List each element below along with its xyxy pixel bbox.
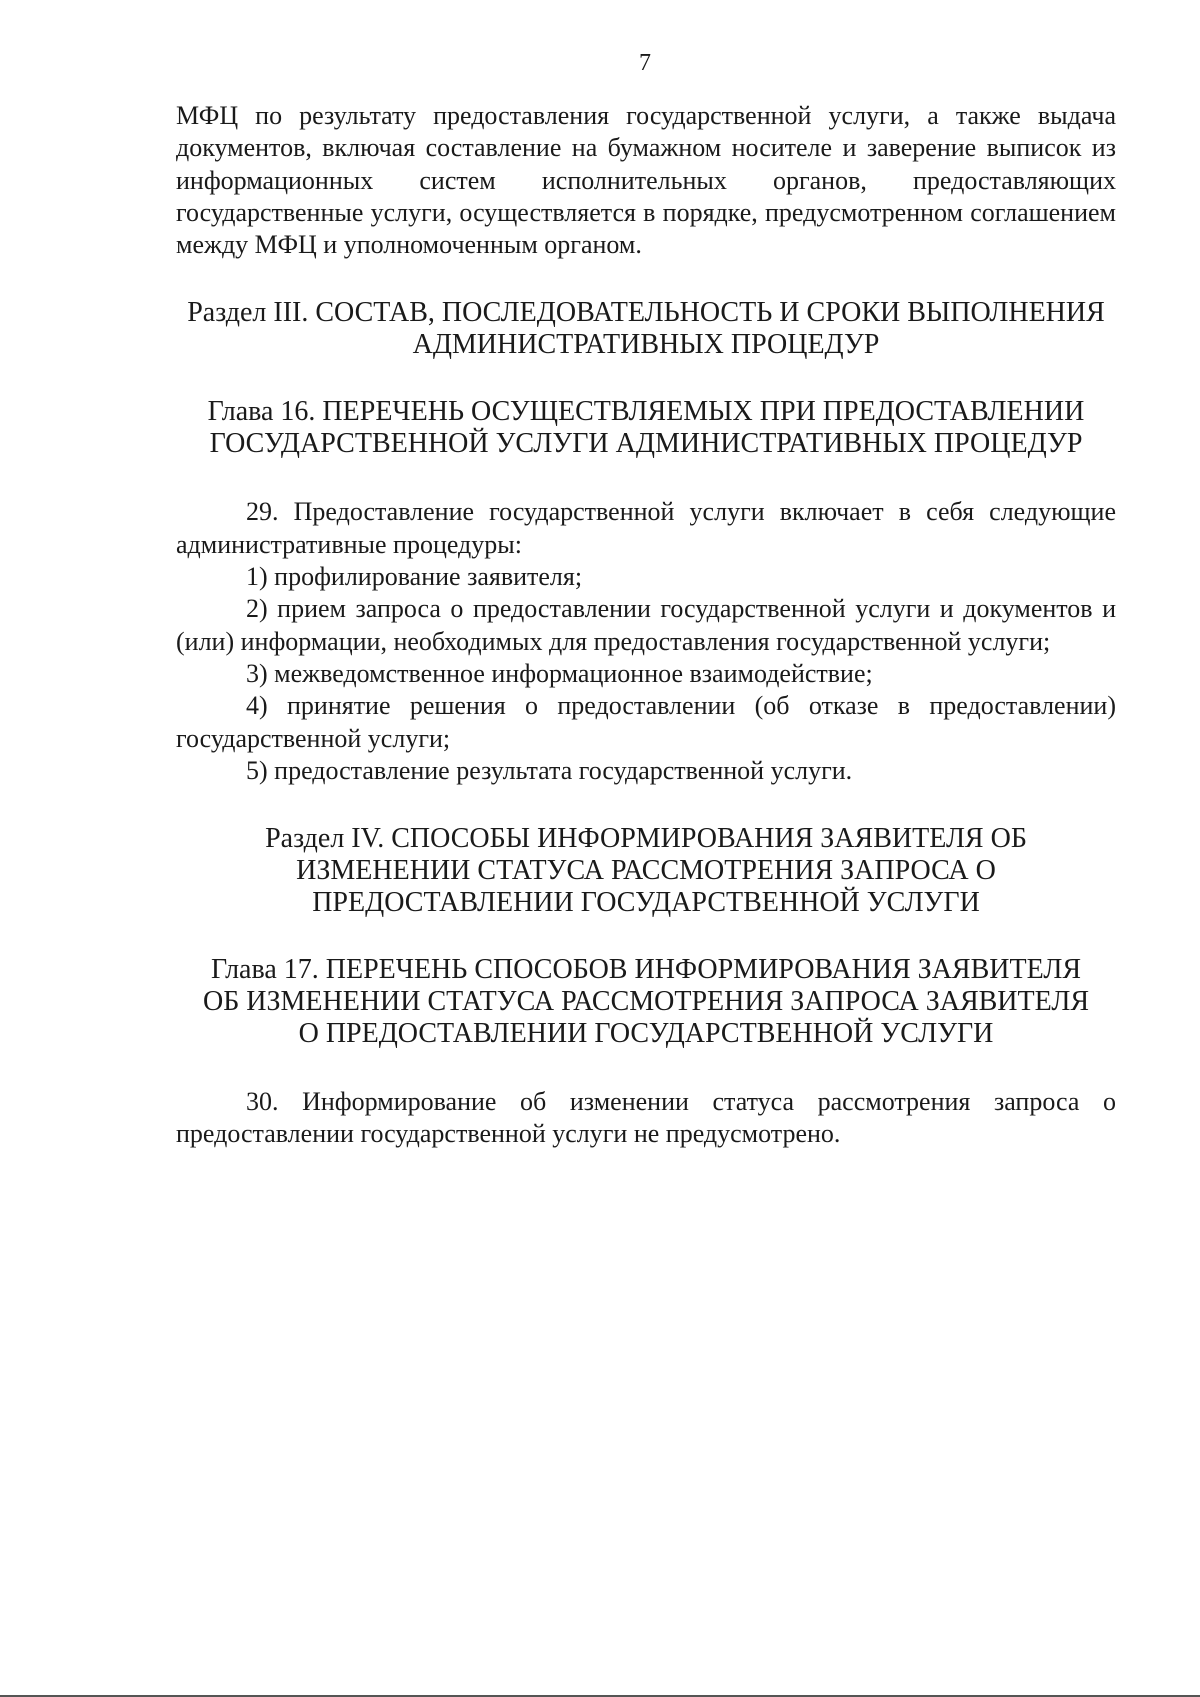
spacer (176, 361, 1116, 396)
procedure-item-1: 1) профилирование заявителя; (246, 562, 583, 592)
spacer (176, 1050, 1116, 1086)
section-4-heading (176, 823, 1116, 919)
chapter-16-title-line-1: Глава 16. ПЕРЕЧЕНЬ ОСУЩЕСТВЛЯЕМЫХ ПРИ ПРЕДОСТАВЛЕНИИ (207, 396, 1085, 428)
section-4-title-line-2: ИЗМЕНЕНИИ СТАТУСА РАССМОТРЕНИЯ ЗАПРОСА О (296, 855, 996, 887)
section-3-title-line-1: Раздел III. СОСТАВ, ПОСЛЕДОВАТЕЛЬНОСТЬ И СРОКИ ВЫПОЛНЕНИЯ (187, 297, 1105, 329)
procedure-item-2: 2) прием запроса о предоставлении государственной услуги и документов и (или) информации, необходимых для предоставления государственной услуги; (176, 594, 1116, 656)
section-3-title-line-2: АДМИНИСТРАТИВНЫХ ПРОЦЕДУР (412, 329, 880, 361)
document-body (176, 100, 1116, 1151)
procedure-item-4: 4) принятие решения о предоставлении (об отказе в предоставлении) государственной услуги; (176, 691, 1116, 753)
chapter-17-title-line-3: О ПРЕДОСТАВЛЕНИИ ГОСУДАРСТВЕННОЙ УСЛУГИ (298, 1018, 994, 1050)
procedure-item-5: 5) предоставление результата государственной услуги. (246, 755, 853, 785)
item-29-paragraph: 29. Предоставление государственной услуги включает в себя следующие административные процедуры: (176, 497, 1116, 559)
chapter-17-title-line-2: ОБ ИЗМЕНЕНИИ СТАТУСА РАССМОТРЕНИЯ ЗАПРОСА ЗАЯВИТЕЛЯ (202, 986, 1090, 1018)
page-number: 7 (639, 50, 651, 76)
spacer (176, 460, 1116, 496)
intro-paragraph: МФЦ по результату предоставления государственной услуги, а также выдача документов, включая составление на бумажном носителе и заверение выписок из информационных систем исполнительных органов, предоставляющих государственные услуги, осуществляется в порядке, предусмотренном соглашением между МФЦ и уполномоченным органом. (176, 101, 1116, 260)
spacer (176, 787, 1116, 823)
item-30-paragraph: 30. Информирование об изменении статуса рассмотрения запроса о предоставлении государственной услуги не предусмотрено. (176, 1087, 1116, 1149)
procedure-item-3: 3) межведомственное информационное взаимодействие; (246, 658, 873, 688)
spacer (176, 919, 1116, 954)
spacer (176, 261, 1116, 297)
chapter-17-title-line-1: Глава 17. ПЕРЕЧЕНЬ СПОСОБОВ ИНФОРМИРОВАНИЯ ЗАЯВИТЕЛЯ (210, 954, 1082, 986)
chapter-16-title-line-2: ГОСУДАРСТВЕННОЙ УСЛУГИ АДМИНИСТРАТИВНЫХ ПРОЦЕДУР (209, 428, 1083, 460)
section-4-title-line-3: ПРЕДОСТАВЛЕНИИ ГОСУДАРСТВЕННОЙ УСЛУГИ (312, 887, 980, 919)
section-4-title-line-1: Раздел IV. СПОСОБЫ ИНФОРМИРОВАНИЯ ЗАЯВИТЕЛЯ ОБ (265, 823, 1027, 855)
section-3-heading (176, 297, 1116, 361)
chapter-16-heading (176, 396, 1116, 460)
procedure-list (176, 561, 1116, 787)
chapter-17-heading (176, 954, 1116, 1050)
